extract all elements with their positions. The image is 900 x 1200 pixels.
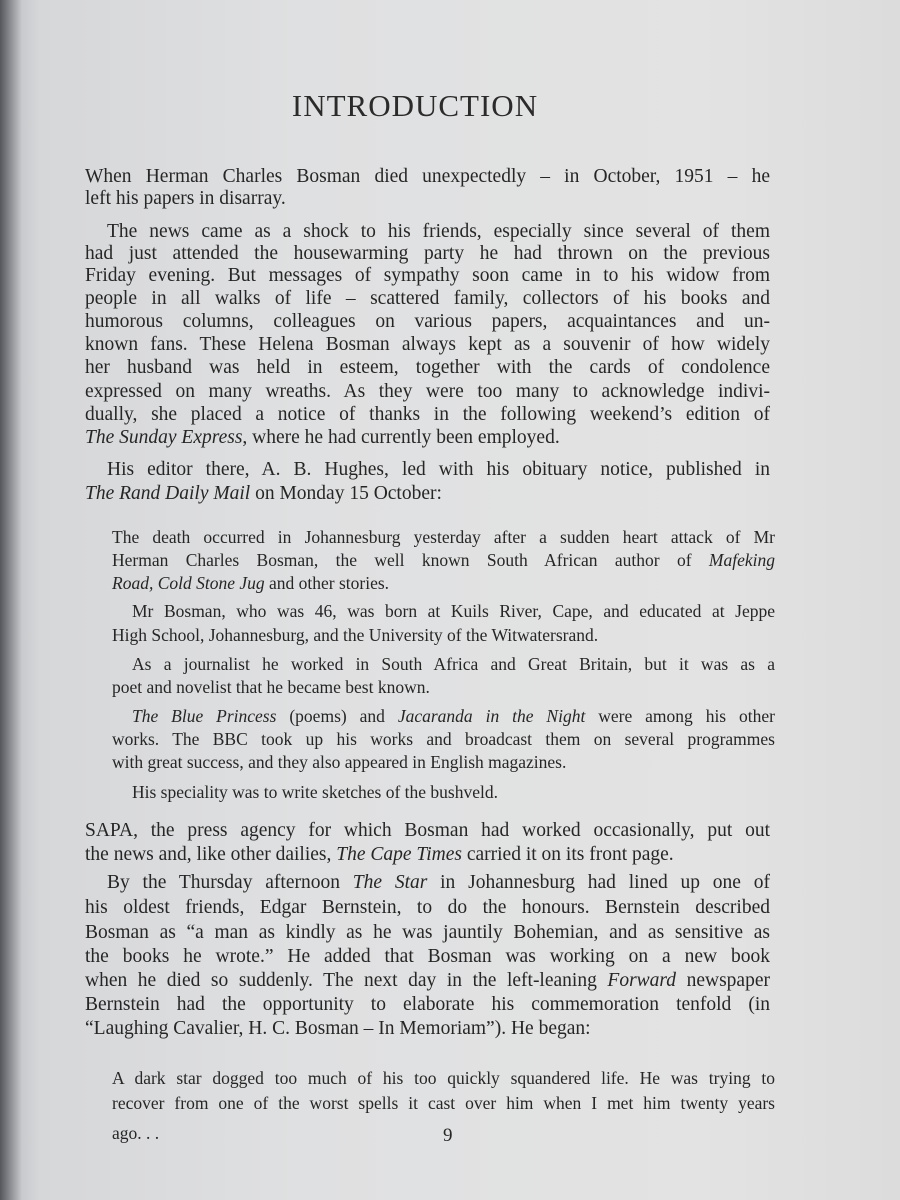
text-segment: had just attended the housewarming party he had thrown on the previous [85,243,770,264]
text-segment: , where he had currently been employed. [242,427,560,448]
text-line [85,1018,770,1040]
text-line [85,844,770,866]
text-line [85,311,770,333]
text-segment: when he died so suddenly. The next day in the left-leaning [85,970,608,991]
quote-line [112,601,775,622]
text-segment: the books he wrote.” He added that Bosman was working on a new book [85,946,770,967]
text-segment: with great success, and they also appeared in English magazines. [112,752,567,772]
text-line [85,427,770,449]
quote-line [112,654,775,675]
text-line [85,381,770,403]
quote-line [112,729,775,750]
text-segment: his oldest friends, Edgar Bernstein, to do the honours. Bernstein described [85,897,770,918]
text-segment: carried it on its front page. [461,844,674,865]
quote-line [112,573,775,594]
text-line [85,404,770,426]
text-segment: His editor there, A. B. Hughes, led with his obituary notice, published in [107,459,770,480]
text-segment: left his papers in disarray. [85,188,286,209]
text-segment: ago. . . [112,1123,160,1143]
text-segment: people in all walks of life – scattered family, collectors of his books and [85,288,770,309]
text-line [85,872,770,894]
text-segment: newspaper [676,970,770,991]
text-segment: expressed on many wreaths. As they were too many to acknowledge indivi- [85,381,770,402]
italic-title: The Cape Times [336,844,462,865]
text-segment: Bosman as “a man as kindly as he was jauntily Bohemian, and as sensitive as [85,922,770,943]
page-number: 9 [443,1125,453,1146]
text-segment: on Monday 15 October: [250,483,442,504]
text-line [85,459,770,481]
text-line [85,994,770,1016]
text-segment: Bernstein had the opportunity to elaborate his commemoration tenfold (in [85,994,770,1015]
quote-line [112,1093,775,1114]
text-segment: When Herman Charles Bosman died unexpectedly – in October, 1951 – he [85,166,770,187]
quote-line [112,782,775,803]
text-segment: The news came as a shock to his friends, especially since several of them [107,221,770,242]
text-segment: As a journalist he worked in South Africa and Great Britain, but it was as a [132,654,775,674]
quote-line [112,550,775,571]
text-line [85,483,770,505]
text-segment: High School, Johannesburg, and the University of the Witwatersrand. [112,625,599,645]
quote-line [112,527,775,548]
text-segment: (poems) and [276,706,398,726]
text-line [85,265,770,287]
text-line [85,897,770,919]
text-segment: in Johannesburg had lined up one of [427,872,771,893]
text-line [85,188,770,210]
italic-title: The Rand Daily Mail [85,483,251,504]
text-segment: were among his other [585,706,775,726]
text-segment: Mr Bosman, who was 46, was born at Kuils River, Cape, and educated at Jeppe [132,601,775,621]
text-line [85,970,770,992]
text-segment: His speciality was to write sketches of the bushveld. [132,782,498,802]
text-segment: Herman Charles Bosman, the well known South African author of [112,550,709,570]
text-segment: known fans. These Helena Bosman always kept as a souvenir of how widely [85,334,770,355]
text-segment: recover from one of the worst spells it cast over him when I met him twenty years [112,1093,775,1113]
text-line [85,357,770,379]
quote-line [112,625,775,646]
italic-title: Road, Cold Stone Jug [112,573,265,593]
text-line [85,334,770,356]
quote-line [112,1068,775,1089]
text-line [85,946,770,968]
text-segment: humorous columns, colleagues on various papers, acquaintances and un- [85,311,770,332]
text-segment: “Laughing Cavalier, H. C. Bosman – In Memoriam”). He began: [85,1018,591,1039]
text-segment: By the Thursday afternoon [107,872,353,893]
text-line [85,221,770,243]
text-segment: Friday evening. But messages of sympathy soon came in to his widow from [85,265,770,286]
text-segment: works. The BBC took up his works and broadcast them on several programmes [112,729,775,749]
text-line [85,243,770,265]
text-line [85,166,770,188]
text-segment: dually, she placed a notice of thanks in the following weekend’s edition of [85,404,770,425]
chapter-title: INTRODUCTION [291,88,539,123]
italic-title: Jacaranda in the Night [397,706,586,726]
text-line [85,922,770,944]
quote-line [112,706,775,727]
quote-line [112,677,775,698]
text-segment: poet and novelist that he became best known. [112,677,430,697]
text-segment: the news and, like other dailies, [85,844,337,865]
italic-title: The Star [352,872,428,893]
text-segment: The death occurred in Johannesburg yesterday after a sudden heart attack of Mr [112,527,775,547]
text-segment: A dark star dogged too much of his too quickly squandered life. He was trying to [112,1068,775,1088]
text-line [85,820,770,842]
quote-line [112,752,775,773]
text-segment: her husband was held in esteem, together with the cards of condolence [85,357,770,378]
italic-title: Forward [607,970,677,991]
text-segment: SAPA, the press agency for which Bosman had worked occasionally, put out [85,820,770,841]
italic-title: The Blue Princess [132,706,277,726]
text-line [85,288,770,310]
text-segment: and other stories. [264,573,390,593]
italic-title: The Sunday Express [85,427,243,448]
italic-title: Mafeking [708,550,775,570]
